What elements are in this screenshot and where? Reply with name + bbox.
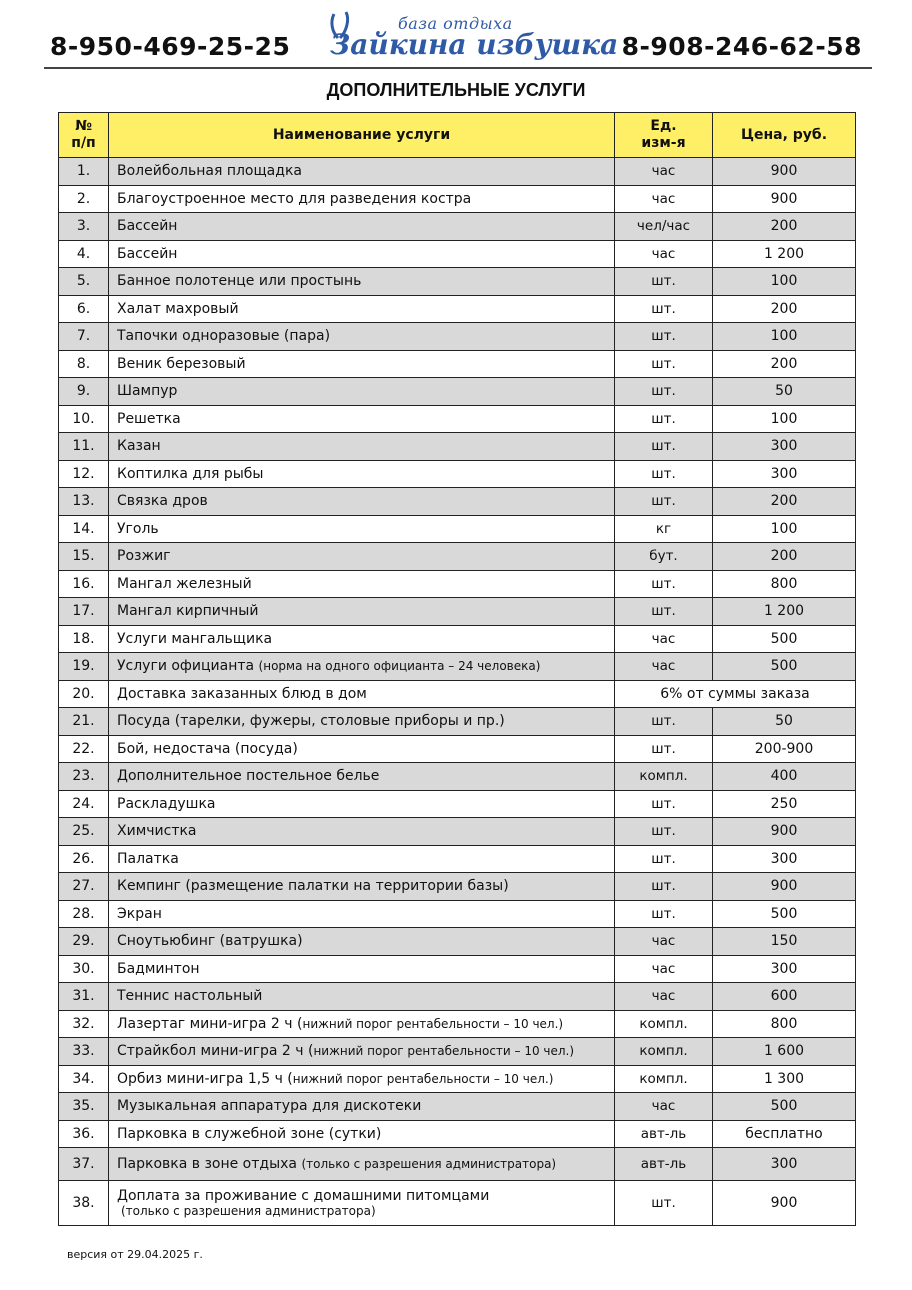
row-name-text: Доплата за проживание с домашними питомцами <box>117 1188 490 1204</box>
row-price: 200 <box>713 488 856 516</box>
row-name-text: Кемпинг (размещение палатки на территории базы) <box>117 878 509 895</box>
table-row <box>59 928 856 956</box>
row-unit: шт. <box>615 295 713 323</box>
row-price: 900 <box>713 185 856 213</box>
row-note: (только с разрешения администратора) <box>301 1157 557 1171</box>
row-number: 36. <box>59 1120 109 1148</box>
page-title: ДОПОЛНИТЕЛЬНЫЕ УСЛУГИ <box>326 80 586 100</box>
row-name <box>109 598 615 626</box>
row-name-text: Коптилка для рыбы <box>117 465 264 482</box>
header-num-line2: п/п <box>71 135 96 151</box>
table-row <box>59 1065 856 1093</box>
row-unit: кг <box>615 515 713 543</box>
row-number: 31. <box>59 983 109 1011</box>
row-number: 19. <box>59 653 109 681</box>
row-unit: авт-ль <box>615 1148 713 1181</box>
header-divider <box>44 67 872 69</box>
row-name <box>109 460 615 488</box>
row-name <box>109 515 615 543</box>
row-price: 1 200 <box>713 598 856 626</box>
row-price: 200 <box>713 213 856 241</box>
table-row <box>59 1181 856 1226</box>
row-name <box>109 158 615 186</box>
table-row <box>59 790 856 818</box>
row-name-text: Волейбольная площадка <box>117 163 302 180</box>
row-note: нижний порог рентабельности – 10 чел.) <box>302 1016 564 1031</box>
row-unit: шт. <box>615 735 713 763</box>
row-price: 500 <box>713 900 856 928</box>
row-unit: шт. <box>615 460 713 488</box>
table-row <box>59 680 856 708</box>
row-name <box>109 845 615 873</box>
row-name-text: Розжиг <box>117 548 171 565</box>
row-unit: шт. <box>615 818 713 846</box>
row-number: 28. <box>59 900 109 928</box>
row-name-text: Услуги официанта <box>117 658 259 675</box>
row-name <box>109 240 615 268</box>
table-row <box>59 900 856 928</box>
row-unit: шт. <box>615 598 713 626</box>
row-name <box>109 378 615 406</box>
phone-left: 8-950-469-25-25 <box>50 32 291 61</box>
table-row <box>59 378 856 406</box>
row-unit: час <box>615 928 713 956</box>
row-price: 300 <box>713 460 856 488</box>
row-number: 1. <box>59 158 109 186</box>
row-name <box>109 653 615 681</box>
row-number: 13. <box>59 488 109 516</box>
logo <box>326 10 619 66</box>
row-name <box>109 735 615 763</box>
row-unit: час <box>615 185 713 213</box>
row-name-text: Посуда (тарелки, фужеры, столовые приборы и пр.) <box>117 713 505 730</box>
row-name-text: Бой, недостача (посуда) <box>117 740 298 757</box>
table-row <box>59 708 856 736</box>
row-number: 14. <box>59 515 109 543</box>
services-table <box>58 112 856 1226</box>
row-price: 300 <box>713 845 856 873</box>
row-price: 900 <box>713 158 856 186</box>
table-row <box>59 323 856 351</box>
row-name-text: Химчистка <box>117 823 197 840</box>
row-number: 24. <box>59 790 109 818</box>
row-number: 9. <box>59 378 109 406</box>
row-name-text: Дополнительное постельное белье <box>117 768 380 785</box>
row-price: 200 <box>713 350 856 378</box>
table-row <box>59 1148 856 1181</box>
row-price: 100 <box>713 323 856 351</box>
row-name-text: Раскладушка <box>117 795 216 812</box>
row-number: 15. <box>59 543 109 571</box>
row-number: 25. <box>59 818 109 846</box>
row-name-text: Палатка <box>117 850 179 867</box>
row-unit: час <box>615 955 713 983</box>
row-name-text: Решетка <box>117 410 181 427</box>
row-number: 5. <box>59 268 109 296</box>
table-row <box>59 763 856 791</box>
row-unit: шт. <box>615 708 713 736</box>
row-note: (только с разрешения администратора) <box>121 1204 376 1218</box>
row-number: 17. <box>59 598 109 626</box>
row-name <box>109 873 615 901</box>
table-row <box>59 845 856 873</box>
row-unit: шт. <box>615 488 713 516</box>
row-number: 7. <box>59 323 109 351</box>
row-name <box>109 1148 615 1181</box>
row-name-text: Парковка в зоне отдыха <box>117 1156 302 1172</box>
row-name <box>109 625 615 653</box>
header-unit <box>615 113 713 158</box>
row-price: 900 <box>713 818 856 846</box>
row-name <box>109 405 615 433</box>
row-name-text: Бадминтон <box>117 960 200 977</box>
table-row <box>59 460 856 488</box>
row-name-text: Услуги мангальщика <box>117 630 273 647</box>
row-name-text: Банное полотенце или простынь <box>117 273 362 290</box>
row-name-text: Орбиз мини-игра 1,5 ч ( <box>117 1070 293 1087</box>
row-price: 900 <box>713 1181 856 1226</box>
row-unit: шт. <box>615 323 713 351</box>
row-name-text: Сноутьюбинг (ватрушка) <box>117 933 303 950</box>
row-name <box>109 955 615 983</box>
row-name-text: Мангал железный <box>117 575 252 592</box>
row-price: 200-900 <box>713 735 856 763</box>
row-unit: авт-ль <box>615 1120 713 1148</box>
row-unit: компл. <box>615 1038 713 1066</box>
row-note: нижний порог рентабельности – 10 чел.) <box>292 1071 554 1086</box>
header-unit-line2: изм-я <box>641 135 686 151</box>
row-name-text: Доставка заказанных блюд в дом <box>117 685 367 702</box>
row-name <box>109 1010 615 1038</box>
row-price: 100 <box>713 405 856 433</box>
row-price: 200 <box>713 295 856 323</box>
table-row <box>59 653 856 681</box>
row-number: 34. <box>59 1065 109 1093</box>
row-unit: шт. <box>615 1181 713 1226</box>
row-price: 800 <box>713 570 856 598</box>
table-row <box>59 1010 856 1038</box>
row-number: 11. <box>59 433 109 461</box>
row-name-text: Тапочки одноразовые (пара) <box>117 328 331 345</box>
row-name <box>109 213 615 241</box>
table-row <box>59 598 856 626</box>
table-row <box>59 158 856 186</box>
row-price: 500 <box>713 625 856 653</box>
row-name-text: Страйкбол мини-игра 2 ч ( <box>117 1043 314 1060</box>
row-note: (норма на одного официанта – 24 человека) <box>258 659 541 674</box>
row-name <box>109 543 615 571</box>
header-unit-line1: Ед. <box>650 118 677 134</box>
row-name-text: Веник березовый <box>117 355 246 372</box>
row-unit: чел/час <box>615 213 713 241</box>
table-row <box>59 1093 856 1121</box>
row-number: 37. <box>59 1148 109 1181</box>
row-number: 2. <box>59 185 109 213</box>
table-row <box>59 983 856 1011</box>
row-name-text: Бассейн <box>117 245 178 262</box>
row-number: 23. <box>59 763 109 791</box>
logo-subtitle: база отдыха <box>398 14 513 33</box>
row-number: 10. <box>59 405 109 433</box>
row-price: 900 <box>713 873 856 901</box>
row-name <box>109 1065 615 1093</box>
row-name-text: Казан <box>117 438 161 455</box>
row-name <box>109 488 615 516</box>
row-name <box>109 983 615 1011</box>
row-unit: компл. <box>615 763 713 791</box>
row-price: 50 <box>713 708 856 736</box>
table-row <box>59 488 856 516</box>
row-number: 6. <box>59 295 109 323</box>
row-price: 100 <box>713 268 856 296</box>
row-name-text: Мангал кирпичный <box>117 603 259 620</box>
row-price: 500 <box>713 653 856 681</box>
row-name <box>109 763 615 791</box>
row-price: 300 <box>713 433 856 461</box>
row-unit: час <box>615 158 713 186</box>
row-name-text: Связка дров <box>117 493 208 510</box>
page-header <box>0 0 912 72</box>
row-number: 35. <box>59 1093 109 1121</box>
row-name-text: Уголь <box>117 520 159 537</box>
table-row <box>59 818 856 846</box>
row-price: 250 <box>713 790 856 818</box>
row-number: 27. <box>59 873 109 901</box>
row-unit: шт. <box>615 570 713 598</box>
version-footer: версия от 29.04.2025 г. <box>67 1248 203 1261</box>
row-unit: компл. <box>615 1065 713 1093</box>
row-name-text: Халат махровый <box>117 300 239 317</box>
row-price: 1 300 <box>713 1065 856 1093</box>
row-name <box>109 323 615 351</box>
row-price: 100 <box>713 515 856 543</box>
row-note: нижний порог рентабельности – 10 чел.) <box>313 1044 575 1059</box>
row-name <box>109 268 615 296</box>
row-number: 29. <box>59 928 109 956</box>
row-name-text: Парковка в служебной зоне (сутки) <box>117 1125 382 1142</box>
row-name-text: Экран <box>117 905 162 922</box>
row-unit: шт. <box>615 378 713 406</box>
row-price: 300 <box>713 1148 856 1181</box>
row-price: 500 <box>713 1093 856 1121</box>
row-price: 1 200 <box>713 240 856 268</box>
row-name-text: Шампур <box>117 383 178 400</box>
row-number: 3. <box>59 213 109 241</box>
row-name <box>109 433 615 461</box>
row-number: 12. <box>59 460 109 488</box>
row-name <box>109 900 615 928</box>
row-price: 800 <box>713 1010 856 1038</box>
row-price: 50 <box>713 378 856 406</box>
row-price: 400 <box>713 763 856 791</box>
table-row <box>59 213 856 241</box>
row-name-text: Теннис настольный <box>117 988 263 1005</box>
table-row <box>59 405 856 433</box>
table-row <box>59 240 856 268</box>
table-row <box>59 185 856 213</box>
row-price: 200 <box>713 543 856 571</box>
row-name-text: Музыкальная аппаратура для дискотеки <box>117 1098 422 1115</box>
table-row <box>59 625 856 653</box>
row-name-text: Бассейн <box>117 218 178 235</box>
row-number: 20. <box>59 680 109 708</box>
table-row <box>59 268 856 296</box>
row-name <box>109 818 615 846</box>
row-unit: шт. <box>615 873 713 901</box>
row-name <box>109 295 615 323</box>
row-unit: час <box>615 983 713 1011</box>
row-name-text: Благоустроенное место для разведения костра <box>117 190 472 207</box>
table-row <box>59 735 856 763</box>
row-number: 8. <box>59 350 109 378</box>
row-number: 18. <box>59 625 109 653</box>
header-price: Цена, руб. <box>713 113 856 158</box>
row-unit: шт. <box>615 405 713 433</box>
row-name <box>109 1038 615 1066</box>
table-row <box>59 570 856 598</box>
row-price: 1 600 <box>713 1038 856 1066</box>
phone-right: 8-908-246-62-58 <box>621 32 862 61</box>
row-name <box>109 350 615 378</box>
row-price: бесплатно <box>713 1120 856 1148</box>
row-name <box>109 1181 615 1226</box>
table-row <box>59 873 856 901</box>
row-number: 4. <box>59 240 109 268</box>
header-name: Наименование услуги <box>109 113 615 158</box>
row-number: 26. <box>59 845 109 873</box>
row-price: 150 <box>713 928 856 956</box>
row-unit: шт. <box>615 790 713 818</box>
row-name <box>109 928 615 956</box>
row-name-text: Лазертаг мини-игра 2 ч ( <box>117 1015 303 1032</box>
row-name <box>109 1093 615 1121</box>
row-number: 22. <box>59 735 109 763</box>
table-row <box>59 1038 856 1066</box>
table-header-row <box>59 113 856 158</box>
row-number: 16. <box>59 570 109 598</box>
table-row <box>59 955 856 983</box>
row-name <box>109 708 615 736</box>
row-number: 33. <box>59 1038 109 1066</box>
row-unit: час <box>615 653 713 681</box>
table-row <box>59 295 856 323</box>
row-unit: компл. <box>615 1010 713 1038</box>
table-row <box>59 350 856 378</box>
header-num-line1: № <box>75 118 92 134</box>
row-merged-price: 6% от суммы заказа <box>615 680 856 708</box>
row-number: 32. <box>59 1010 109 1038</box>
row-unit: час <box>615 1093 713 1121</box>
row-number: 38. <box>59 1181 109 1226</box>
row-unit: шт. <box>615 845 713 873</box>
row-unit: шт. <box>615 268 713 296</box>
table-row <box>59 1120 856 1148</box>
table-row <box>59 433 856 461</box>
row-name <box>109 185 615 213</box>
row-unit: шт. <box>615 433 713 461</box>
table-row <box>59 543 856 571</box>
row-name <box>109 790 615 818</box>
row-price: 300 <box>713 955 856 983</box>
row-unit: час <box>615 625 713 653</box>
row-unit: шт. <box>615 350 713 378</box>
row-unit: бут. <box>615 543 713 571</box>
row-unit: шт. <box>615 900 713 928</box>
row-number: 21. <box>59 708 109 736</box>
row-unit: час <box>615 240 713 268</box>
row-number: 30. <box>59 955 109 983</box>
row-name <box>109 1120 615 1148</box>
row-name <box>109 570 615 598</box>
table-row <box>59 515 856 543</box>
row-name <box>109 680 615 708</box>
header-num <box>59 113 109 158</box>
row-price: 600 <box>713 983 856 1011</box>
logo-title: Зайкина избушка <box>330 28 619 61</box>
